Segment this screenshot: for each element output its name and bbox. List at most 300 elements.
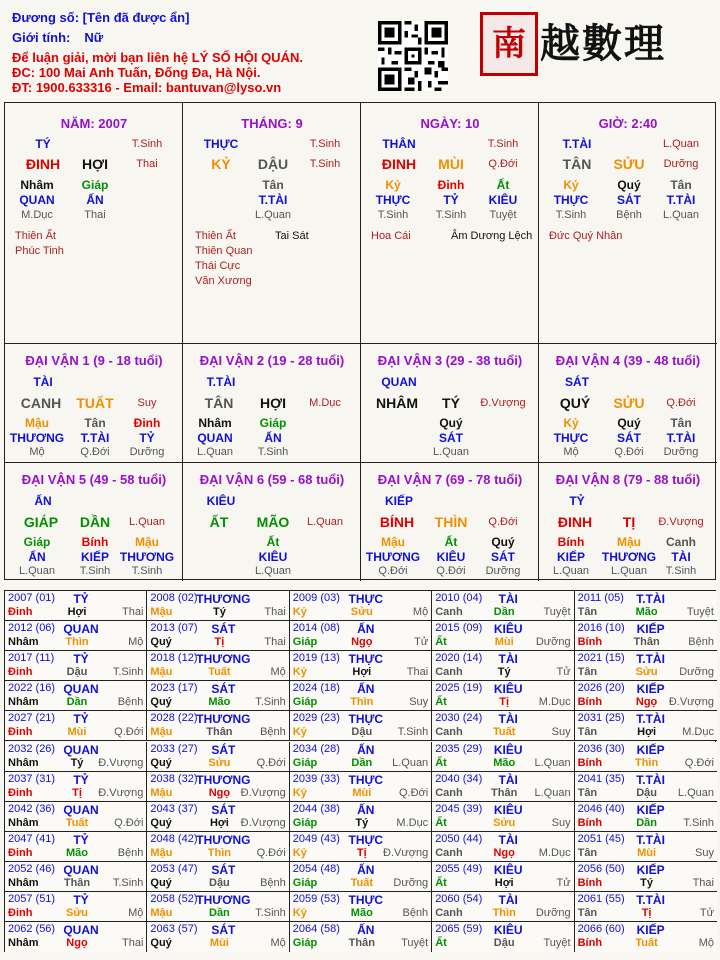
year-ten-god: ẤN — [357, 862, 375, 877]
year-ten-god: THƯƠNG — [196, 893, 251, 907]
year-label: 2012 (06) — [8, 622, 56, 635]
year-ten-god: TỶ — [73, 832, 89, 847]
year-label: 2034 (28) — [292, 742, 340, 755]
dai-van-ten-god: ẤN — [34, 494, 52, 508]
year-label: 2028 (22) — [150, 712, 198, 725]
year-growth-stage: T.Sinh — [112, 876, 144, 889]
year-growth-stage: Bệnh — [117, 696, 144, 709]
year-cell — [432, 922, 574, 952]
year-stem: Tân — [577, 907, 598, 919]
pillar-ts-top: L.Quan — [662, 138, 700, 150]
year-label: 2042 (36) — [8, 802, 56, 815]
year-growth-stage: Thai — [121, 937, 144, 950]
year-stem: Quý — [150, 937, 172, 950]
year-stem: Mậu — [150, 786, 173, 799]
year-ten-god: KIẾP — [636, 802, 665, 817]
year-ten-god: ẤN — [357, 923, 375, 938]
year-label: 2020 (14) — [435, 652, 483, 665]
dai-van-1 — [5, 343, 183, 462]
hidden-ten-god: TÀI — [671, 550, 691, 564]
year-ten-god: THỰC — [348, 893, 384, 907]
year-stem: Mậu — [150, 846, 173, 859]
year-cell — [147, 832, 289, 862]
dai-van-branch: TÝ — [442, 395, 460, 411]
pillar-3 — [539, 103, 717, 343]
year-ten-god: T.TÀI — [636, 832, 665, 847]
year-ten-god: THƯƠNG — [196, 712, 251, 727]
hidden-stem: Mậu — [381, 535, 405, 549]
hidden-ten-god: ẤN — [86, 193, 104, 207]
year-growth-stage: Thai — [264, 636, 286, 649]
year-cell — [575, 862, 717, 892]
dai-van-stem: CANH — [20, 395, 62, 411]
hidden-ten-god: SÁT — [617, 193, 641, 207]
year-ten-god: QUAN — [63, 682, 99, 697]
year-ten-god: T.TÀI — [636, 652, 665, 667]
year-stem: Đinh — [8, 606, 33, 618]
year-growth-stage: Bệnh — [117, 846, 144, 859]
year-stem: Ất — [435, 816, 447, 829]
dai-van-ten-god: T.TÀI — [206, 375, 236, 389]
year-cell — [290, 742, 432, 772]
year-growth-stage: L.Quan — [677, 786, 714, 799]
year-cell — [5, 742, 147, 772]
dai-van-branch: DẦN — [79, 514, 111, 530]
pillar-branch: HỢI — [82, 156, 108, 172]
year-label: 2064 (58) — [292, 923, 340, 936]
year-growth-stage: Đ.Vượng — [383, 846, 429, 859]
year-growth-stage: Dưỡng — [535, 636, 571, 649]
hidden-growth-stage: Dưỡng — [129, 446, 165, 458]
year-ten-god: SÁT — [211, 682, 236, 697]
year-branch: Hợi — [494, 876, 514, 889]
year-branch: Tị — [499, 696, 510, 709]
pillar-branch: SỬU — [613, 156, 645, 172]
year-branch: Sửu — [493, 816, 516, 829]
year-stem: Canh — [435, 726, 463, 739]
year-label: 2015 (09) — [435, 622, 483, 635]
year-label: 2056 (50) — [577, 862, 625, 875]
dai-van-5 — [5, 462, 183, 581]
hidden-stem: Quý — [491, 535, 515, 549]
pillar-ts-top: T.Sinh — [309, 138, 341, 150]
year-label: 2026 (20) — [577, 682, 625, 695]
year-cell — [575, 772, 717, 802]
year-growth-stage: Mộ — [270, 937, 286, 950]
hidden-ten-god: ẤN — [264, 431, 282, 445]
year-branch: Hợi — [67, 606, 87, 618]
hidden-growth-stage: L.Quan — [18, 565, 56, 577]
year-branch: Mùi — [209, 937, 229, 950]
dai-van-growth-stage: Đ.Vượng — [658, 516, 704, 528]
year-branch: Dậu — [351, 726, 373, 739]
year-branch: Tý — [497, 666, 511, 679]
pillar-stem: KỶ — [211, 156, 231, 172]
hidden-growth-stage: T.Sinh — [131, 565, 163, 577]
logo-seal: 南 — [480, 12, 538, 76]
hidden-ten-god: KIÊU — [488, 193, 518, 207]
year-branch: Hợi — [352, 666, 372, 679]
year-ten-god: TÀI — [498, 832, 518, 847]
than-sat: Hoa Cái — [371, 230, 411, 242]
year-label: 2036 (30) — [577, 742, 625, 755]
year-ten-god: KIÊU — [493, 862, 523, 877]
year-label: 2039 (33) — [292, 772, 340, 785]
year-growth-stage: Suy — [695, 846, 714, 859]
year-label: 2027 (21) — [8, 712, 56, 725]
year-ten-god: THỰC — [348, 832, 384, 847]
year-stem: Ất — [435, 876, 447, 889]
year-growth-stage: Q.Đới — [114, 816, 144, 829]
hidden-stem: Quý — [439, 416, 463, 430]
year-branch: Thân — [491, 786, 518, 799]
year-cell — [290, 862, 432, 892]
year-cell — [432, 591, 574, 621]
year-branch: Dậu — [493, 937, 515, 950]
year-growth-stage: Thai — [692, 876, 714, 889]
hidden-ten-god: T.TÀI — [80, 431, 110, 445]
pillar-ten-god: T.TÀI — [562, 137, 592, 151]
year-cell — [5, 621, 147, 651]
hidden-growth-stage: L.Quan — [196, 446, 234, 458]
year-growth-stage: L.Quan — [534, 786, 571, 799]
year-branch: Thân — [63, 876, 91, 889]
year-label: 2041 (35) — [577, 772, 625, 785]
year-stem: Nhâm — [8, 636, 39, 649]
dai-van-title: ĐẠI VẬN 1 (9 - 18 tuổi) — [25, 353, 163, 368]
year-branch: Ngọ — [635, 696, 658, 709]
hidden-growth-stage: Tuyệt — [489, 209, 517, 221]
year-growth-stage: M.Dục — [682, 726, 714, 739]
year-stem: Quý — [150, 756, 172, 769]
year-ten-god: THỰC — [348, 652, 384, 667]
year-branch: Mão — [493, 756, 516, 769]
hidden-ten-god: T.TÀI — [666, 431, 696, 445]
year-ten-god: T.TÀI — [636, 893, 665, 907]
than-sat: Phúc Tinh — [15, 245, 64, 257]
hidden-ten-god: KIẾP — [556, 550, 586, 564]
pillar-growth-stage: Thai — [136, 158, 158, 170]
year-cell — [575, 651, 717, 681]
year-label: 2031 (25) — [577, 712, 625, 725]
dai-van-stem: BÍNH — [379, 514, 415, 530]
year-growth-stage: M.Dục — [538, 696, 571, 709]
year-branch: Thân — [348, 937, 375, 950]
year-ten-god: KIÊU — [493, 682, 523, 697]
year-label: 2040 (34) — [435, 772, 483, 785]
year-branch: Tị — [641, 907, 652, 919]
year-branch: Mùi — [637, 846, 657, 859]
year-branch: Dần — [636, 816, 657, 829]
hidden-stem: Đinh — [133, 416, 161, 430]
year-branch: Thân — [206, 726, 233, 739]
hidden-ten-god: KIÊU — [436, 550, 466, 564]
year-branch: Tuất — [635, 937, 658, 950]
hidden-ten-god: THỰC — [553, 431, 589, 445]
hidden-ten-god: SÁT — [439, 431, 463, 445]
year-stem: Đinh — [8, 846, 33, 859]
chart-main — [4, 102, 716, 580]
year-growth-stage: T.Sinh — [683, 816, 714, 829]
year-cell — [290, 802, 432, 832]
year-ten-god: SÁT — [211, 802, 236, 817]
year-stem: Bính — [577, 696, 603, 709]
year-label: 2053 (47) — [150, 862, 198, 875]
year-stem: Tân — [577, 726, 598, 739]
year-label: 2066 (60) — [577, 923, 625, 936]
year-cell — [432, 681, 574, 711]
year-cell — [432, 621, 574, 651]
pillar-stem: ĐINH — [381, 156, 417, 172]
year-label: 2021 (15) — [577, 652, 625, 665]
year-cell — [5, 772, 147, 802]
year-growth-stage: Q.Đới — [256, 846, 286, 859]
year-branch: Dậu — [66, 666, 88, 679]
hidden-stem: Đinh — [437, 178, 465, 192]
year-cell — [432, 832, 574, 862]
dai-van-title: ĐẠI VẬN 2 (19 - 28 tuổi) — [199, 353, 345, 368]
year-growth-stage: Tuyệt — [401, 937, 429, 950]
dai-van-branch: TỊ — [622, 514, 636, 530]
dai-van-ten-god: KIẾP — [384, 494, 414, 508]
year-label: 2052 (46) — [8, 862, 56, 875]
year-branch: Tý — [70, 756, 84, 769]
hidden-growth-stage: Mộ — [563, 446, 579, 458]
hidden-growth-stage: T.Sinh — [377, 209, 409, 221]
year-stem: Giáp — [292, 876, 318, 889]
year-growth-stage: T.Sinh — [255, 907, 286, 919]
year-stem: Mậu — [150, 606, 173, 618]
year-ten-god: THƯƠNG — [196, 652, 251, 667]
year-cell — [575, 802, 717, 832]
year-cell — [290, 621, 432, 651]
hidden-stem: Mậu — [25, 416, 49, 430]
year-stem: Giáp — [292, 636, 318, 649]
year-cell — [575, 711, 717, 741]
year-ten-god: THƯƠNG — [196, 832, 251, 847]
year-label: 2025 (19) — [435, 682, 483, 695]
year-growth-stage: Thai — [406, 666, 429, 679]
year-branch: Thìn — [65, 636, 89, 649]
year-label: 2059 (53) — [292, 893, 340, 905]
year-growth-stage: Mộ — [128, 907, 144, 919]
year-branch: Ngọ — [351, 636, 373, 649]
year-ten-god: THƯƠNG — [196, 772, 251, 787]
year-label: 2024 (18) — [292, 682, 340, 695]
year-branch: Sửu — [65, 907, 89, 919]
year-stem: Nhâm — [8, 816, 39, 829]
year-ten-god: THỰC — [348, 772, 384, 787]
year-growth-stage: Thai — [264, 606, 286, 618]
year-cell — [432, 742, 574, 772]
hidden-stem: Mậu — [135, 535, 159, 549]
than-sat: Thiên Quan — [195, 245, 253, 257]
year-label: 2023 (17) — [150, 682, 198, 695]
hidden-ten-god: T.TÀI — [258, 193, 288, 207]
year-ten-god: ẤN — [357, 802, 375, 817]
hidden-stem: Giáp — [81, 178, 109, 192]
hidden-growth-stage: T.Sinh — [435, 209, 467, 221]
year-stem: Bính — [577, 756, 603, 769]
year-branch: Dậu — [209, 876, 230, 889]
dai-van-stem: GIÁP — [23, 514, 59, 530]
dai-van-growth-stage: Đ.Vượng — [480, 397, 526, 409]
pillar-ts-top: T.Sinh — [131, 138, 163, 150]
year-growth-stage: L.Quan — [534, 756, 571, 769]
year-label: 2029 (23) — [292, 712, 340, 725]
year-branch: Dần — [493, 606, 515, 618]
year-branch: Mão — [350, 907, 373, 919]
year-growth-stage: Bệnh — [260, 726, 286, 739]
hidden-stem: Quý — [617, 178, 641, 192]
year-stem: Giáp — [292, 696, 318, 709]
year-growth-stage: Đ.Vượng — [240, 786, 286, 799]
year-label: 2037 (31) — [8, 772, 56, 785]
year-stem: Bính — [577, 876, 603, 889]
year-cell — [290, 832, 432, 862]
dai-van-branch: THÌN — [434, 514, 468, 530]
year-growth-stage: Mộ — [698, 937, 714, 950]
year-branch: Hợi — [209, 816, 229, 829]
year-stem: Giáp — [292, 937, 318, 950]
dai-van-branch: SỬU — [613, 395, 645, 411]
hidden-ten-god: SÁT — [617, 431, 641, 445]
hidden-growth-stage: M.Dục — [21, 209, 53, 221]
than-sat: Văn Xương — [195, 275, 252, 287]
pillar-2 — [361, 103, 539, 343]
hidden-growth-stage: Q.Đới — [436, 565, 466, 577]
year-branch: Tý — [212, 606, 226, 618]
year-cell — [575, 892, 717, 922]
year-growth-stage: M.Dục — [396, 816, 429, 829]
year-stem: Mậu — [150, 726, 173, 739]
year-cell — [147, 621, 289, 651]
year-stem: Tân — [577, 786, 598, 799]
year-branch: Mùi — [352, 786, 372, 799]
year-stem: Kỷ — [292, 907, 307, 919]
hidden-ten-god: T.TÀI — [666, 193, 696, 207]
year-ten-god: TỶ — [73, 592, 89, 606]
year-stem: Đinh — [8, 786, 33, 799]
header — [0, 0, 720, 100]
year-cell — [290, 711, 432, 741]
year-cell — [432, 651, 574, 681]
year-ten-god: KIẾP — [636, 923, 665, 938]
year-label: 2065 (59) — [435, 923, 483, 936]
hidden-stem: Tân — [670, 416, 692, 430]
pillar-1 — [183, 103, 361, 343]
hidden-ten-god: TỶ — [139, 431, 155, 445]
year-growth-stage: Bệnh — [402, 907, 429, 919]
dai-van-stem: TÂN — [204, 395, 234, 411]
year-stem: Đinh — [8, 726, 33, 739]
dai-van-stem: QUÝ — [559, 395, 591, 411]
year-growth-stage: Mộ — [270, 666, 286, 679]
year-cell — [432, 862, 574, 892]
year-stem: Mậu — [150, 907, 173, 919]
year-ten-god: QUAN — [63, 622, 99, 637]
gender-value: Nữ — [84, 30, 104, 45]
year-cell — [147, 892, 289, 922]
hidden-ten-god: TỶ — [443, 193, 459, 207]
year-cell — [147, 591, 289, 621]
hidden-stem: Bính — [557, 535, 585, 549]
hidden-ten-god: QUAN — [19, 193, 55, 207]
hidden-ten-god: THƯƠNG — [601, 550, 657, 564]
hidden-growth-stage: T.Sinh — [257, 446, 289, 458]
hidden-stem: Mậu — [617, 535, 641, 549]
pillar-title: NGÀY: 10 — [420, 116, 480, 131]
year-cell — [575, 621, 717, 651]
year-growth-stage: Thai — [121, 606, 144, 618]
year-cell — [290, 681, 432, 711]
year-stem: Kỷ — [292, 606, 307, 618]
year-branch: Dần — [66, 696, 88, 709]
year-cell — [432, 711, 574, 741]
year-growth-stage: Tuyệt — [543, 937, 571, 950]
year-stem: Nhâm — [8, 756, 39, 769]
year-cell — [5, 711, 147, 741]
year-label: 2019 (13) — [292, 652, 340, 665]
dai-van-growth-stage: L.Quan — [306, 516, 344, 528]
year-stem: Nhâm — [8, 876, 39, 889]
year-branch: Tuất — [350, 876, 373, 889]
year-label: 2063 (57) — [150, 923, 198, 936]
year-cell — [575, 832, 717, 862]
year-growth-stage: Suy — [551, 726, 571, 739]
pillar-growth-stage: Dưỡng — [663, 158, 699, 170]
year-stem: Canh — [435, 666, 463, 679]
hidden-stem: Giáp — [259, 416, 287, 430]
year-cell — [290, 591, 432, 621]
year-label: 2045 (39) — [435, 802, 483, 815]
year-label: 2060 (54) — [435, 893, 483, 905]
year-label: 2043 (37) — [150, 802, 198, 815]
year-label: 2048 (42) — [150, 832, 198, 845]
dai-van-7 — [361, 462, 539, 581]
year-growth-stage: Dưỡng — [393, 876, 429, 889]
pillar-growth-stage: Q.Đới — [488, 158, 518, 170]
qr-code-icon — [378, 21, 448, 91]
pillar-ten-god: TÝ — [35, 137, 51, 151]
year-growth-stage: Dưỡng — [679, 666, 714, 679]
year-growth-stage: M.Dục — [538, 846, 571, 859]
year-branch: Mão — [208, 696, 231, 709]
annual-luck-grid — [4, 590, 716, 952]
year-label: 2022 (16) — [8, 682, 56, 695]
year-growth-stage: Mộ — [412, 606, 429, 618]
year-ten-god: SÁT — [211, 923, 236, 938]
year-stem: Canh — [435, 606, 463, 618]
year-ten-god: T.TÀI — [636, 772, 665, 787]
year-branch: Mùi — [494, 636, 514, 649]
year-branch: Mão — [66, 846, 88, 859]
year-ten-god: KIÊU — [493, 802, 523, 817]
year-ten-god: SÁT — [211, 742, 236, 757]
year-ten-god: ẤN — [357, 682, 375, 697]
year-cell — [5, 802, 147, 832]
hidden-ten-god: THƯƠNG — [119, 550, 175, 564]
year-cell — [5, 922, 147, 952]
year-branch: Sửu — [208, 756, 231, 769]
year-cell — [5, 892, 147, 922]
year-ten-god: KIẾP — [636, 622, 665, 637]
hidden-ten-god: THƯƠNG — [365, 550, 421, 564]
year-cell — [5, 862, 147, 892]
hidden-growth-stage: T.Sinh — [555, 209, 587, 221]
year-cell — [432, 802, 574, 832]
year-cell — [147, 772, 289, 802]
